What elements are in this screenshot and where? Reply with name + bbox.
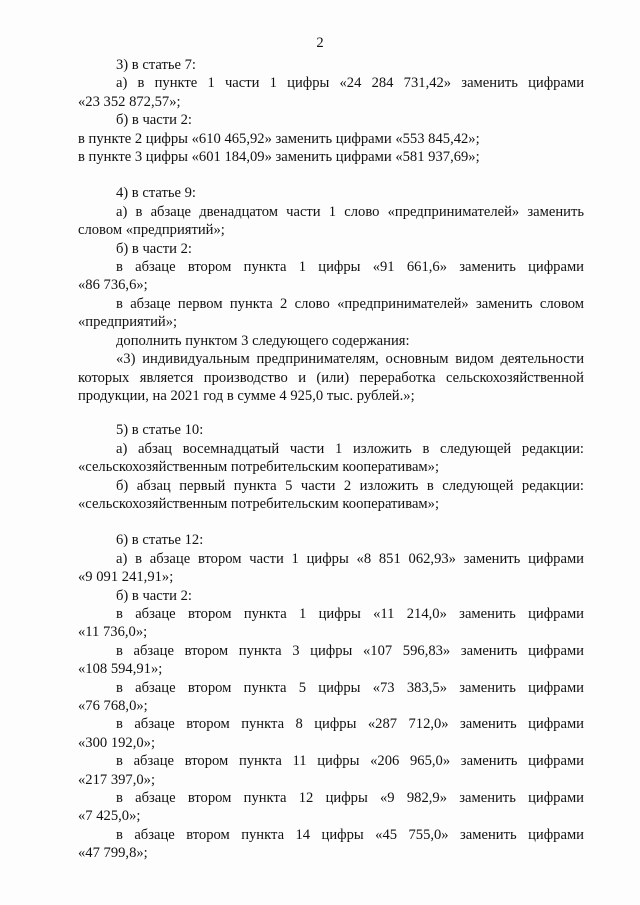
paragraph-line: «23 352 872,57»; <box>78 93 181 110</box>
paragraph-line: б) абзац первый пункта 5 части 2 изложить в следующей редакции: <box>116 477 584 494</box>
paragraph-line: в абзаце втором пункта 14 цифры «45 755,0» заменить цифрами <box>116 826 584 843</box>
paragraph-line: «3) индивидуальным предпринимателям, основным видом деятельности <box>116 351 584 368</box>
paragraph-line: «сельскохозяйственным потребительским кооперативам»; <box>78 459 440 476</box>
paragraph-line: «сельскохозяйственным потребительским кооперативам»; <box>78 495 440 512</box>
paragraph-line: б) в части 2: <box>116 112 192 129</box>
paragraph-line: в абзаце втором пункта 1 цифры «11 214,0» заменить цифрами <box>116 605 584 622</box>
paragraph-line: «11 736,0»; <box>78 624 148 641</box>
paragraph-line: словом «предприятий»; <box>78 222 225 239</box>
paragraph-line: б) в части 2: <box>116 240 192 257</box>
paragraph-line: в пункте 2 цифры «610 465,92» заменить цифрами «553 845,42»; <box>78 130 480 147</box>
paragraph-line: а) абзац восемнадцатый части 1 изложить в следующей редакции: <box>116 440 584 457</box>
page-number: 2 <box>316 35 324 51</box>
paragraph-line: а) в абзаце двенадцатом части 1 слово «предпринимателей» заменить <box>116 203 584 220</box>
paragraph-line: продукции, на 2021 год в сумме 4 925,0 тыс. рублей.»; <box>78 387 415 404</box>
paragraph-line: «86 736,6»; <box>78 277 148 294</box>
paragraph-line: дополнить пунктом 3 следующего содержания: <box>116 332 410 349</box>
document-body <box>78 56 584 863</box>
paragraph-line: в абзаце втором пункта 5 цифры «73 383,5» заменить цифрами <box>116 679 584 696</box>
paragraph-line: в абзаце втором пункта 12 цифры «9 982,9» заменить цифрами <box>116 790 584 807</box>
paragraph-line: в абзаце втором пункта 1 цифры «91 661,6» заменить цифрами <box>116 259 584 276</box>
article-10-heading: 5) в статье 10: <box>116 422 204 439</box>
paragraph-line: в абзаце втором пункта 3 цифры «107 596,83» заменить цифрами <box>116 642 584 659</box>
article-7-heading: 3) в статье 7: <box>116 57 196 73</box>
paragraph-line: «108 594,91»; <box>78 661 163 678</box>
paragraph-line: «предприятий»; <box>78 314 178 331</box>
paragraph-line: которых является производство и (или) переработка сельскохозяйственной <box>78 369 584 386</box>
paragraph-line: в абзаце первом пункта 2 слово «предпринимателей» заменить словом <box>116 295 584 312</box>
paragraph-line: в абзаце втором пункта 8 цифры «287 712,0» заменить цифрами <box>116 716 584 733</box>
paragraph-line: «7 425,0»; <box>78 808 141 825</box>
paragraph-line: в пункте 3 цифры «601 184,09» заменить цифрами «581 937,69»; <box>78 149 480 166</box>
paragraph-line: а) в абзаце втором части 1 цифры «8 851 062,93» заменить цифрами <box>116 550 584 567</box>
paragraph-line: «76 768,0»; <box>78 698 148 714</box>
paragraph-line: «47 799,8»; <box>78 845 148 862</box>
paragraph-line: «300 192,0»; <box>78 734 156 751</box>
paragraph-line: «217 397,0»; <box>78 771 156 788</box>
paragraph-line: «9 091 241,91»; <box>78 569 174 586</box>
paragraph-line: б) в части 2: <box>116 587 192 604</box>
article-12-heading: 6) в статье 12: <box>116 532 204 549</box>
paragraph-line: в абзаце втором пункта 11 цифры «206 965,0» заменить цифрами <box>116 753 584 770</box>
article-9-heading: 4) в статье 9: <box>116 185 196 202</box>
paragraph-line: а) в пункте 1 части 1 цифры «24 284 731,42» заменить цифрами <box>116 75 584 92</box>
